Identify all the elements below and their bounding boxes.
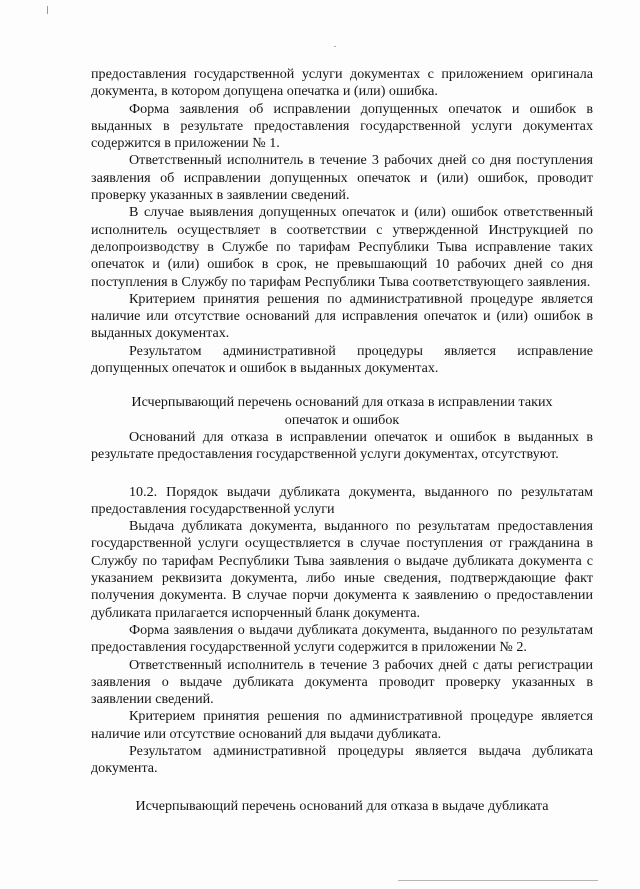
paragraph-no-grounds: Оснований для отказа в исправлении опечаток и ошибок в выданных в результате предоставления государственной услуги документах, отсутствуют. [91,428,593,463]
paragraph-result: Результатом административной процедуры является исправление допущенных опечаток и ошибок в выданных документах. [91,342,593,377]
paragraph-duplicate-check: Ответственный исполнитель в течение 3 рабочих дней с даты регистрации заявления о выдаче дубликата документа проводит проверку указанных в заявлении сведений. [91,656,593,708]
document-body [91,66,593,815]
scan-bottom-line [398,880,598,881]
paragraph-correction-procedure: В случае выявления допущенных опечаток и (или) ошибок ответственный исполнитель осуществляет в соответствии с утвержденной Инструкцией по делопроизводству в Службе по тарифам Республики Тыва исправление таких опечаток и (или) ошибок в срок, не превышающий 10 рабочих дней со дня поступления в Службу по тарифам Республики Тыва соответствующего заявления. [91,204,593,290]
paragraph-duplicate-result: Результатом административной процедуры является выдача дубликата документа. [91,742,593,777]
paragraph-continuation: предоставления государственной услуги документах с приложением оригинала документа, в котором допущена опечатка и (или) ошибка. [91,66,593,100]
paragraph-duplicate-issue: Выдача дубликата документа, выданного по результатам предоставления государственной услуги осуществляется в случае поступления от гражданина в Службу по тарифам Республики Тыва заявления о выдаче дубликата документа с указанием реквизита документа, либо иные сведения, подтверждающие факт получения документа. В случае порчи документа к заявлению о предоставлении дубликата прилагается испорченный бланк документа. [91,518,593,621]
paragraph-duplicate-criterion: Критерием принятия решения по административной процедуре является наличие или отсутствие оснований для выдачи дубликата. [91,708,593,742]
section-heading-duplicate: 10.2. Порядок выдачи дубликата документа, выданного по результатам предоставления государственной услуги [91,483,593,517]
section-heading-refusal-duplicate: Исчерпывающий перечень оснований для отказа в выдаче дубликата [135,797,549,814]
scan-dot [334,46,336,47]
scan-mark [47,6,48,14]
paragraph-form-correction: Форма заявления об исправлении допущенных опечаток и ошибок в выданных в результате предоставления государственной услуги документах содержится в приложении № 1. [91,100,593,152]
paragraph-responsible-check: Ответственный исполнитель в течение 3 рабочих дней со дня поступления заявления об исправлении допущенных опечаток и (или) ошибок, проводит проверку указанных в заявлении сведений. [91,152,593,204]
paragraph-criterion: Критерием принятия решения по административной процедуре является наличие или отсутствие оснований для исправления опечаток и (или) ошибок в выданных документах. [91,290,593,342]
section-heading-refusal-correction: Исчерпывающий перечень оснований для отказа в исправлении таких опечаток и ошибок [131,394,553,428]
paragraph-form-duplicate: Форма заявления о выдачи дубликата документа, выданного по результатам предоставления государственной услуги содержится в приложении № 2. [91,621,593,656]
